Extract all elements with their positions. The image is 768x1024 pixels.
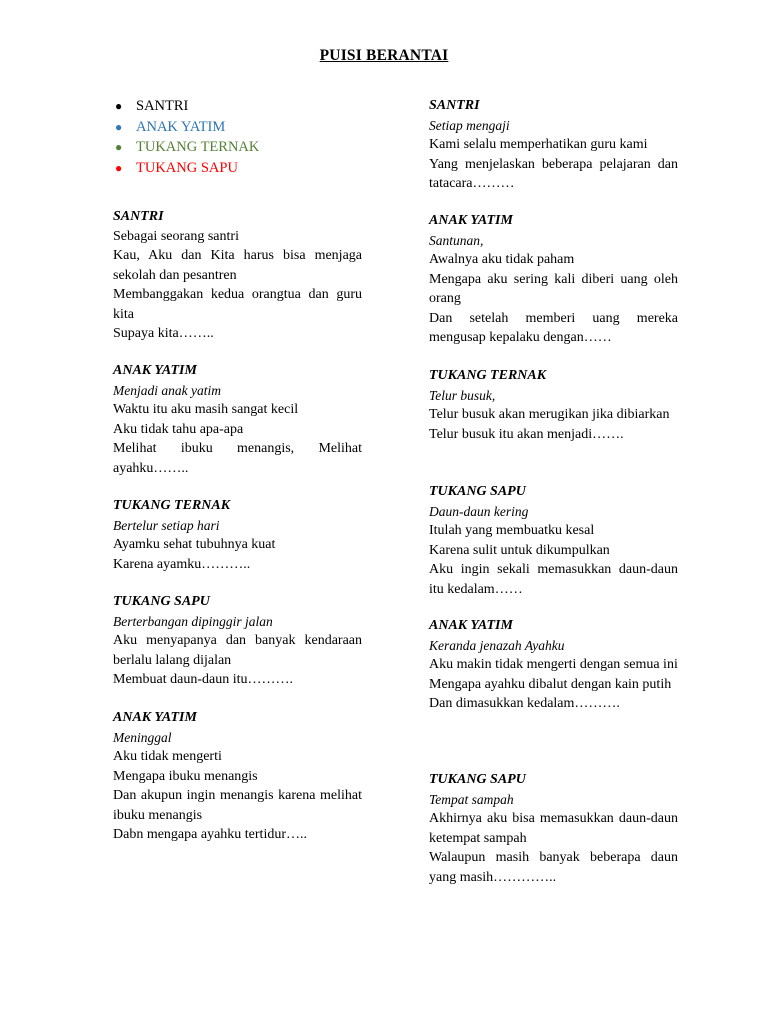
stanza-heading: SANTRI — [429, 98, 480, 113]
stanza-heading: ANAK YATIM — [113, 363, 197, 378]
poem-line: Mengapa ibuku menangis — [113, 768, 258, 784]
stanza — [113, 708, 362, 845]
stanza — [113, 207, 362, 344]
poem-line: Aku menyapanya dan banyak kendaraan berlalu lalang dijalan — [113, 633, 362, 668]
stanza-heading: TUKANG TERNAK — [113, 498, 231, 513]
stanza-heading: TUKANG SAPU — [429, 484, 526, 499]
bullet-icon: ● — [115, 160, 123, 175]
poem-line: Aku makin tidak mengerti dengan semua ini — [429, 657, 678, 672]
bullet-icon: ● — [115, 119, 123, 134]
poem-line: Aku tidak mengerti — [113, 749, 222, 764]
stanza — [113, 592, 362, 690]
stanza-subtitle: Setiap mengaji — [429, 117, 510, 133]
bullet-icon: ● — [115, 99, 123, 113]
list-item — [113, 117, 373, 138]
poem-line: Walaupun masih banyak beberapa daun yang masih………….. — [429, 850, 678, 885]
poem-line: Akhirnya aku bisa memasukkan daun-daun ketempat sampah — [429, 811, 678, 846]
poem-line: Karena ayamku……….. — [113, 556, 251, 572]
list-item-label: SANTRI — [136, 98, 189, 114]
poem-line: Membuat daun-daun itu………. — [113, 672, 294, 687]
stanza — [429, 96, 678, 194]
stanza — [429, 482, 678, 599]
stanza-subtitle: Berterbangan dipinggir jalan — [113, 613, 273, 629]
poem-line: Sebagai seorang santri — [113, 228, 239, 244]
poem-line: Karena sulit untuk dikumpulkan — [429, 542, 610, 558]
stanza-subtitle: Menjadi anak yatim — [113, 382, 221, 398]
stanza-subtitle: Bertelur setiap hari — [113, 517, 220, 533]
stanza — [113, 361, 362, 478]
list-item — [113, 96, 373, 117]
poem-line: Dan setelah memberi uang mereka mengusap kepalaku dengan…… — [429, 310, 678, 345]
stanza — [429, 770, 678, 887]
poem-line: Yang menjelaskan beberapa pelajaran dan tatacara……… — [429, 156, 678, 191]
stanza-subtitle: Telur busuk, — [429, 387, 496, 403]
character-list — [113, 96, 373, 178]
stanza — [429, 366, 678, 444]
list-item — [113, 137, 373, 158]
poem-line: Telur busuk itu akan menjadi……. — [429, 426, 624, 442]
poem-line: Awalnya aku tidak paham — [429, 252, 575, 267]
stanza-heading: TUKANG TERNAK — [429, 368, 547, 383]
poem-line: Mengapa ayahku dibalut dengan kain putih — [429, 676, 672, 692]
poem-line: Aku tidak tahu apa-apa — [113, 421, 244, 437]
poem-line: Membanggakan kedua orangtua dan guru kita — [113, 287, 362, 322]
list-item — [113, 158, 373, 179]
list-item-label: ANAK YATIM — [136, 118, 226, 135]
stanza-heading: ANAK YATIM — [429, 618, 513, 633]
page-title: PUISI BERANTAI — [319, 47, 449, 64]
stanza — [429, 616, 678, 714]
poem-line: Itulah yang membuatku kesal — [429, 523, 595, 538]
poem-line: Dabn mengapa ayahku tertidur….. — [113, 827, 307, 842]
poem-line: Telur busuk akan merugikan jika dibiarkan — [429, 407, 670, 422]
bullet-icon: ● — [115, 140, 123, 155]
stanza-subtitle: Keranda jenazah Ayahku — [429, 637, 565, 653]
poem-line: Kau, Aku dan Kita harus bisa menjaga sekolah dan pesantren — [113, 248, 362, 283]
poem-line: Waktu itu aku masih sangat kecil — [113, 402, 299, 417]
poem-line: Aku ingin sekali memasukkan daun-daun itu kedalam…… — [429, 562, 678, 597]
stanza-subtitle: Meninggal — [113, 729, 172, 745]
stanza — [429, 211, 678, 348]
stanza-heading: TUKANG SAPU — [429, 772, 526, 787]
poem-line: Melihat ibuku menangis, Melihat ayahku…….. — [113, 441, 362, 476]
poem-line: Mengapa aku sering kali diberi uang oleh orang — [429, 271, 678, 306]
stanza-heading: TUKANG SAPU — [113, 594, 210, 609]
poem-line: Kami selalu memperhatikan guru kami — [429, 137, 648, 152]
stanza-subtitle: Tempat sampah — [429, 791, 514, 807]
stanza — [113, 496, 362, 574]
stanza-subtitle: Daun-daun kering — [429, 503, 529, 519]
list-item-label: TUKANG TERNAK — [136, 139, 260, 156]
poem-line: Supaya kita…….. — [113, 326, 214, 341]
stanza-heading: SANTRI — [113, 209, 164, 224]
list-item-label: TUKANG SAPU — [136, 159, 238, 176]
stanza-heading: ANAK YATIM — [113, 710, 197, 725]
stanza-heading: ANAK YATIM — [429, 213, 513, 228]
stanza-subtitle: Santunan, — [429, 232, 484, 248]
poem-line: Dan dimasukkan kedalam………. — [429, 696, 620, 711]
poem-line: Dan akupun ingin menangis karena melihat ibuku menangis — [113, 788, 362, 823]
poem-line: Ayamku sehat tubuhnya kuat — [113, 537, 276, 552]
